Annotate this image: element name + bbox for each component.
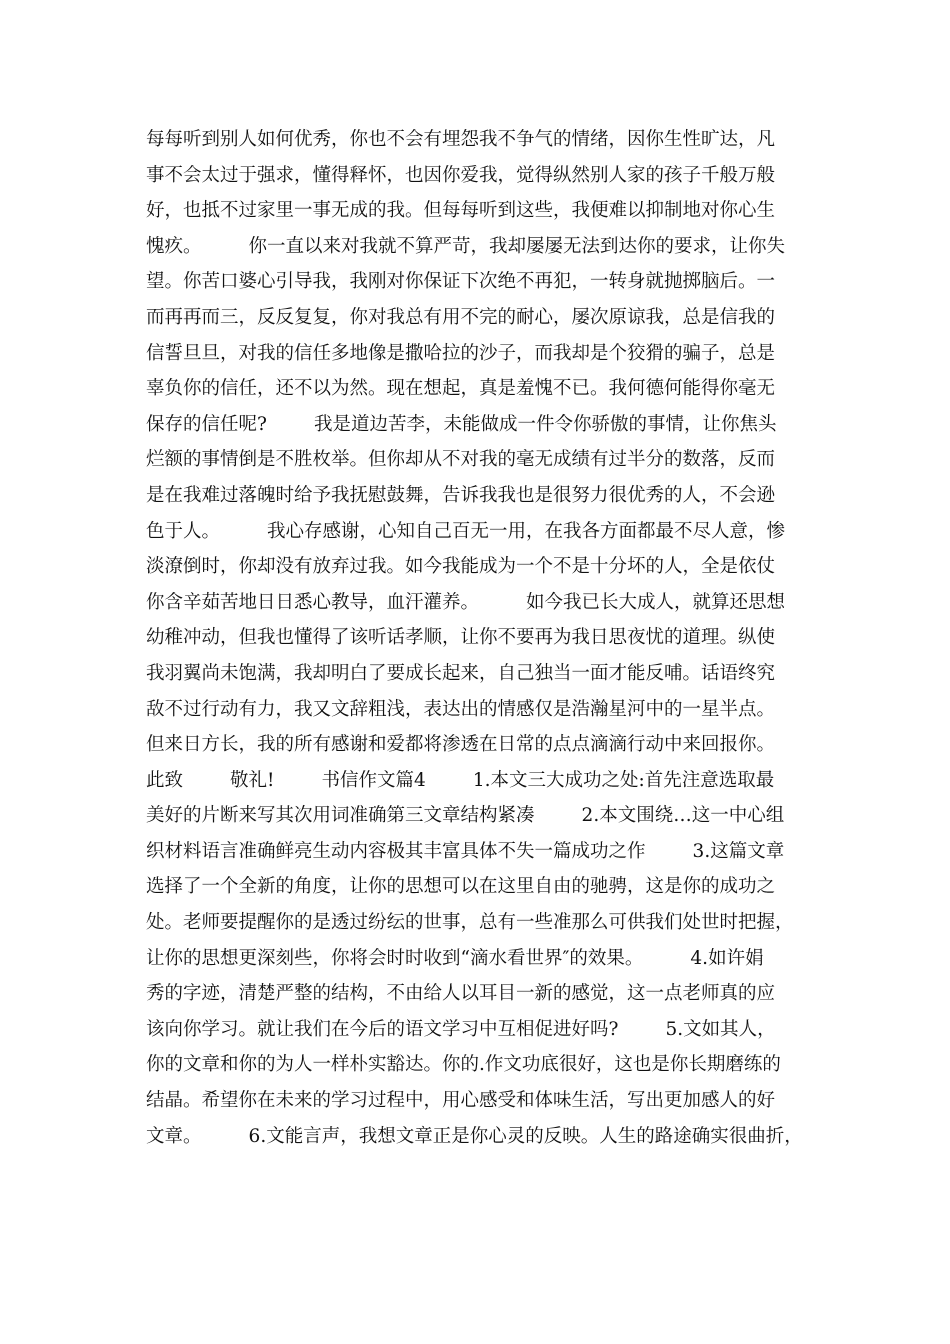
document-body: [146, 122, 826, 1154]
text-line: 好，也抵不过家里一事无成的我。但每每听到这些，我便难以抑制地对你心生: [146, 200, 776, 222]
text-line: 烂额的事情倒是不胜枚举。但你却从不对我的毫无成绩有过半分的数落，反而: [146, 449, 776, 471]
text-line: 我羽翼尚未饱满，我却明白了要成长起来，自己独当一面才能反哺。话语终究: [146, 662, 776, 684]
text-line: 望。你苦口婆心引导我，我刚对你保证下次绝不再犯，一转身就抛掷脑后。一: [146, 271, 776, 293]
text-line: 但来日方长，我的所有感谢和爱都将渗透在日常的点点滴滴行动中来回报你。: [146, 734, 776, 756]
text-line: 幼稚冲动，但我也懂得了该听话孝顺，让你不要再为我日思夜忧的道理。纵使: [146, 627, 776, 649]
text-line: 信誓旦旦，对我的信任多地像是撒哈拉的沙子，而我却是个狡猾的骗子，总是: [146, 342, 776, 364]
text-line: 是在我难过落魄时给予我抚慰鼓舞，告诉我我也是很努力很优秀的人，不会逊: [146, 484, 776, 506]
text-line: 处。老师要提醒你的是透过纷纭的世事，总有一些准那么可供我们处世时把握，: [146, 912, 794, 934]
text-line: 此致 敬礼! 书信作文篇4 1.本文三大成功之处:首先注意选取最: [146, 769, 775, 791]
text-line: 每每听到别人如何优秀，你也不会有埋怨我不争气的情绪，因你生性旷达，凡: [146, 129, 776, 150]
text-line: 选择了一个全新的角度，让你的思想可以在这里自由的驰骋，这是你的成功之: [146, 876, 776, 898]
text-line: 色于人。 我心存感谢，心知自己百无一用，在我各方面都最不尽人意，惨: [146, 520, 786, 542]
text-line: 你含辛茹苦地日日悉心教导，血汗灌养。 如今我已长大成人，就算还思想: [146, 591, 786, 613]
text-line: 淡潦倒时，你却没有放弃过我。如今我能成为一个不是十分坏的人，全是依仗: [146, 556, 776, 578]
text-line: 结晶。希望你在未来的学习过程中，用心感受和体味生活，写出更加感人的好: [146, 1090, 776, 1112]
text-line: 文章。 6.文能言声，我想文章正是你心灵的反映。人生的路途确实很曲折，: [146, 1125, 803, 1147]
text-line: 保存的信任呢? 我是道边苦李，未能做成一件令你骄傲的事情，让你焦头: [146, 413, 777, 435]
text-line: 你的文章和你的为人一样朴实豁达。你的.作文功底很好，这也是你长期磨练的: [146, 1054, 781, 1076]
text-line: 让你的思想更深刻些，你将会时时收到“滴水看世界″的效果。 4.如许娟: [146, 947, 764, 969]
text-line: 辜负你的信任，还不以为然。现在想起，真是羞愧不已。我何德何能得你毫无: [146, 378, 776, 400]
text-line: 而再再而三，反反复复，你对我总有用不完的耐心，屡次原谅我，总是信我的: [146, 306, 776, 328]
text-line: 该向你学习。就让我们在今后的语文学习中互相促进好吗? 5.文如其人，: [146, 1018, 776, 1040]
text-line: 敌不过行动有力，我又文辞粗浅，表达出的情感仅是浩瀚星河中的一星半点。: [146, 698, 776, 720]
text-line: 事不会太过于强求，懂得释怀，也因你爱我，觉得纵然别人家的孩子千般万般: [146, 164, 776, 186]
text-line: 愧疚。 你一直以来对我就不算严苛，我却屡屡无法到达你的要求，让你失: [146, 235, 786, 257]
text-line: 织材料语言准确鲜亮生动内容极其丰富具体不失一篇成功之作 3.这篇文章: [146, 840, 785, 862]
text-line: 秀的字迹，清楚严整的结构，不由给人以耳目一新的感觉，这一点老师真的应: [146, 983, 776, 1005]
text-line: 美好的片断来写其次用词准确第三文章结构紧凑 2.本文围绕…这一中心组: [146, 805, 785, 827]
